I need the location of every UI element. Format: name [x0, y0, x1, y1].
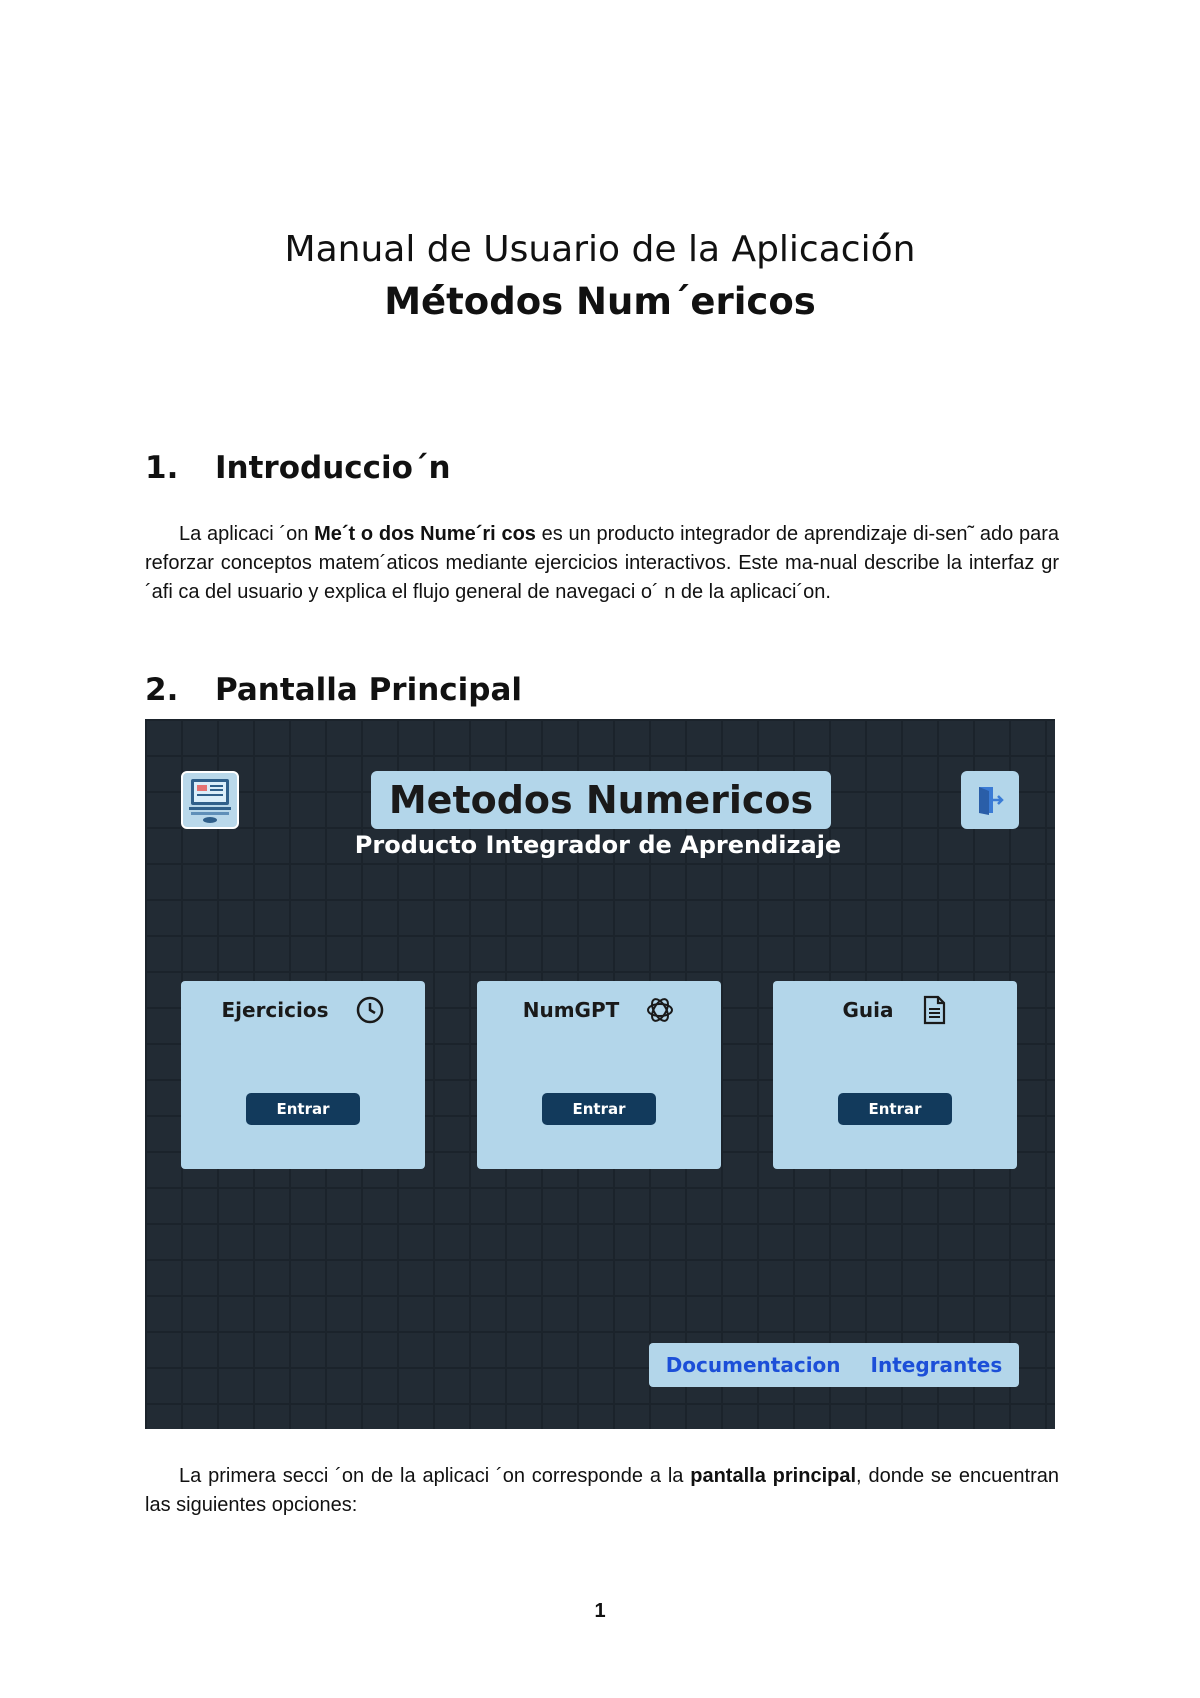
app-subtitle-text: Producto Integrador de Aprendizaje: [354, 831, 842, 859]
section-title: Introduccio´n: [215, 450, 451, 486]
app-logo[interactable]: [181, 771, 239, 829]
card-header: [477, 995, 721, 1025]
intro-text-start: La aplicaci ´on: [179, 523, 315, 545]
enter-button[interactable]: Entrar: [246, 1093, 360, 1125]
app-main-screen-screenshot: [145, 719, 1055, 1429]
enter-button[interactable]: Entrar: [838, 1093, 952, 1125]
card-label: Ejercicios: [221, 998, 329, 1022]
clock-icon: [355, 995, 385, 1025]
enter-button[interactable]: Entrar: [542, 1093, 656, 1125]
logout-icon: [973, 783, 1007, 817]
card-ejercicios: [181, 981, 425, 1169]
card-label: Guia: [842, 998, 894, 1022]
section-number: 1.: [145, 450, 179, 486]
card-guia: [773, 981, 1017, 1169]
app-subtitle: [145, 831, 1055, 859]
closing-paragraph: [145, 1462, 1059, 1520]
card-label: NumGPT: [522, 998, 620, 1022]
intro-text-rest: es un producto integrador de aprendizaje di-sen˜ ado para reforzar conceptos matem´aticos mediante ejercicios interactivos. Este ma-nual describe la interfaz gr´afi ca del usuario y explica el flujo general de navegaci o´ n de la aplicaci´on.: [145, 523, 1059, 603]
card-numgpt: [477, 981, 721, 1169]
card-header: [181, 995, 425, 1025]
intro-app-name: Me´t o dos Nume´ri cos: [314, 523, 536, 545]
section-title: Pantalla Principal: [215, 672, 523, 708]
logout-button[interactable]: [961, 771, 1019, 829]
documentation-link[interactable]: Documentacion: [665, 1353, 841, 1377]
document-icon: [920, 995, 948, 1025]
members-link[interactable]: Integrantes: [870, 1353, 1003, 1377]
intro-paragraph: [145, 520, 1059, 607]
page-number: 1: [594, 1600, 606, 1622]
document-title: Manual de Usuario de la Aplicació́n: [284, 229, 916, 270]
app-title: Metodos Numericos: [371, 771, 831, 829]
card-header: [773, 995, 1017, 1025]
section-number: 2.: [145, 672, 179, 708]
openai-icon: [645, 995, 675, 1025]
app-logo-icon: [183, 773, 237, 827]
footer-links: [649, 1343, 1019, 1387]
section-heading-introduccion: [145, 450, 451, 486]
closing-bold-term: pantalla principal: [690, 1465, 857, 1487]
section-heading-pantalla-principal: [145, 672, 522, 708]
closing-text-end: , donde se encuentran las siguientes opciones:: [145, 1465, 1059, 1516]
document-subtitle: Mé́todos Num´ericos: [384, 280, 816, 323]
closing-text-start: La primera secci ´on de la aplicaci ´on corresponde a la: [179, 1465, 691, 1487]
